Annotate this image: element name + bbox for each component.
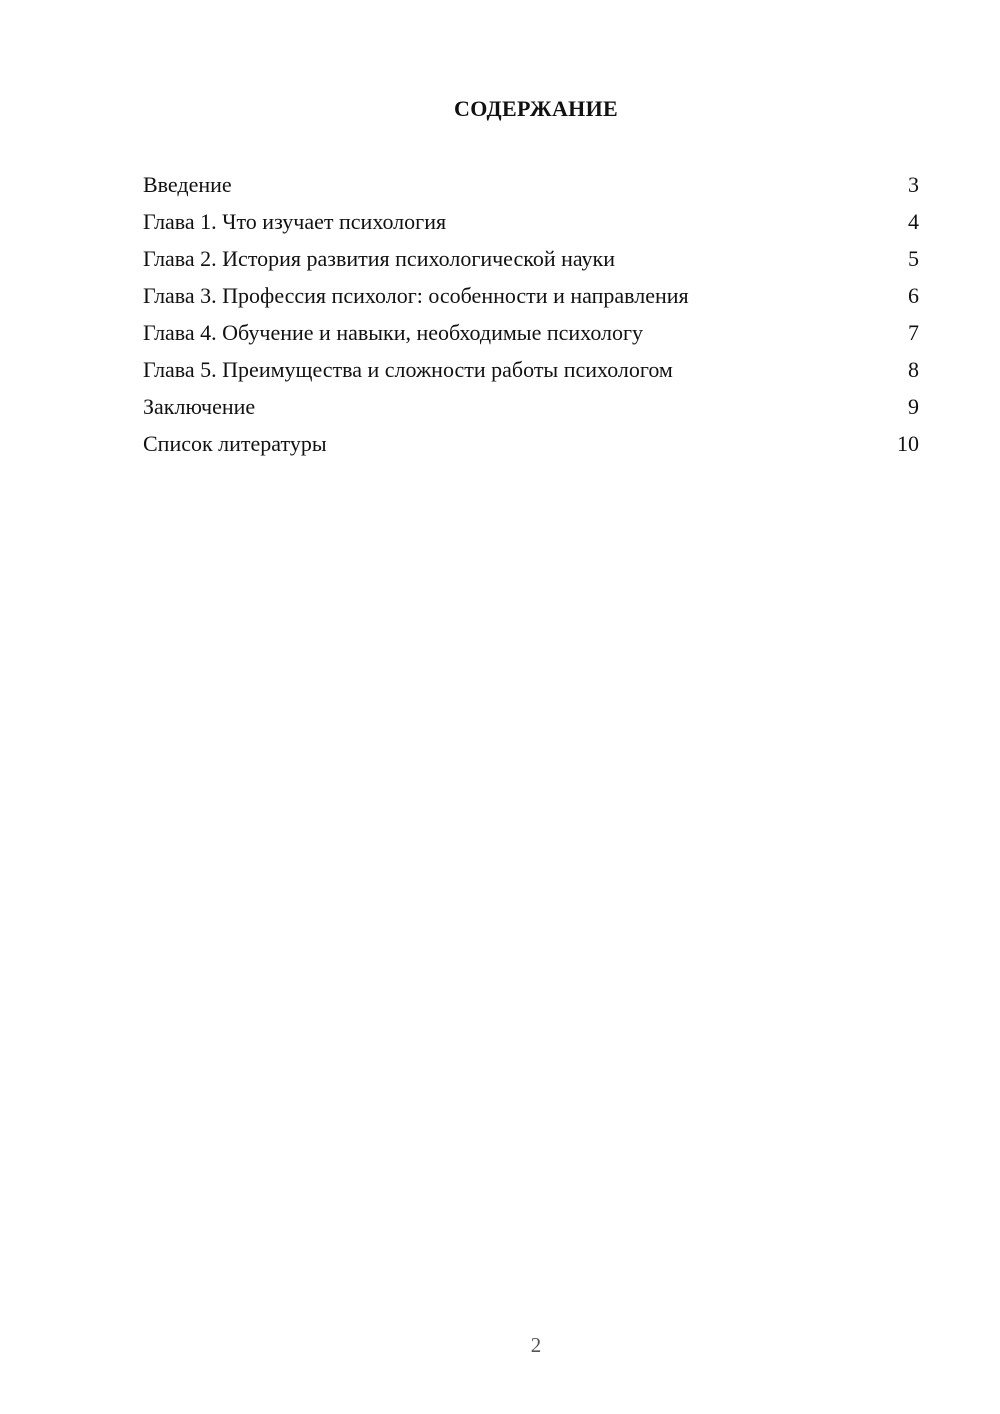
toc-entry-chapter-4[interactable]	[143, 316, 919, 353]
toc-entry-page: 6	[908, 283, 919, 308]
toc-entry-title: Список литературы	[143, 431, 327, 456]
toc-entry-title: Введение	[143, 172, 232, 197]
toc-entry-chapter-3[interactable]	[143, 279, 919, 316]
page-number: 2	[530, 1333, 542, 1357]
toc-entry-page: 4	[908, 209, 919, 234]
toc-heading: СОДЕРЖАНИЕ	[454, 96, 618, 121]
toc-entry-title: Глава 2. История развития психологической науки	[143, 246, 615, 271]
toc-entry-title: Глава 4. Обучение и навыки, необходимые психологу	[143, 320, 644, 345]
toc-entry-title: Глава 5. Преимущества и сложности работы психологом	[143, 357, 673, 382]
toc-entry-conclusion[interactable]	[143, 390, 919, 427]
toc-entry-title: Глава 1. Что изучает психология	[143, 209, 447, 234]
toc-entry-title: Глава 3. Профессия психолог: особенности и направления	[143, 283, 689, 308]
toc-entry-title: Заключение	[143, 394, 256, 419]
toc-entry-references[interactable]	[143, 427, 919, 464]
toc-entry-chapter-5[interactable]	[143, 353, 919, 390]
toc-entry-page: 8	[908, 357, 919, 382]
toc-entry-chapter-2[interactable]	[143, 242, 919, 279]
table-of-contents	[143, 168, 919, 464]
toc-entry-page: 3	[908, 172, 919, 197]
toc-entry-chapter-1[interactable]	[143, 205, 919, 242]
toc-entry-page: 7	[908, 320, 919, 345]
toc-entry-page: 9	[908, 394, 919, 419]
toc-entry-introduction[interactable]	[143, 168, 919, 205]
toc-entry-page: 10	[897, 431, 919, 456]
toc-entry-page: 5	[908, 246, 919, 271]
